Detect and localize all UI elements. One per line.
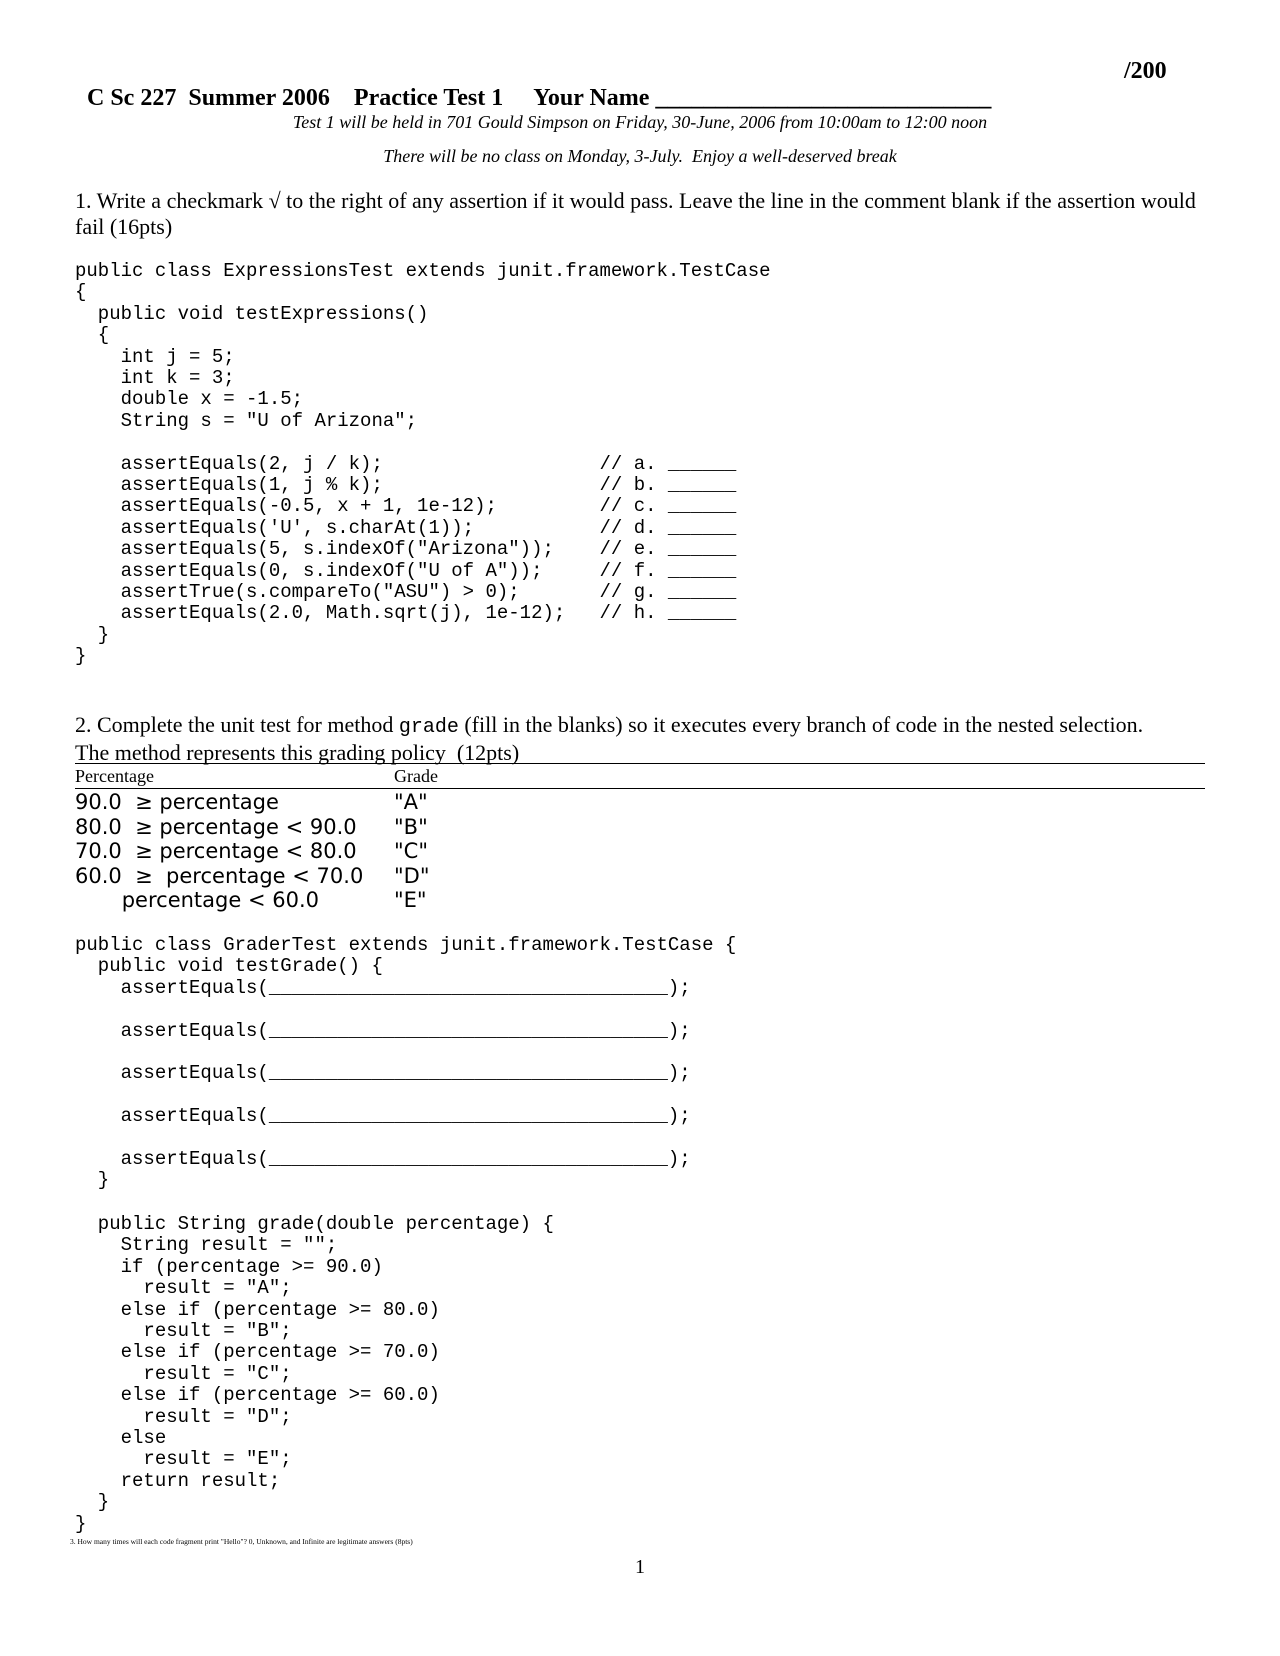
code-line: result = "B"; (75, 1320, 292, 1343)
no-class-note: There will be no class on Monday, 3-July. Enjoy a well-deserved break (383, 146, 897, 166)
question-3-prompt: 3. How many times will each code fragment print "Hello"? 0, Unknown, and Infinite are legitimate answers (8pts) (70, 1537, 413, 1546)
grader-test-code (75, 935, 736, 1192)
grade-letter: "B" (394, 814, 428, 839)
code-line: else (75, 1427, 167, 1450)
code-line[interactable]: assertEquals(2.0, Math.sqrt(j), 1e-12); // h. ______ (75, 602, 737, 625)
code-line: public String grade(double percentage) { (75, 1213, 554, 1235)
code-line: } (75, 1512, 87, 1535)
code-line[interactable]: assertTrue(s.compareTo("ASU") > 0); // g. ______ (75, 581, 737, 604)
code-line: result = "D"; (75, 1405, 292, 1428)
code-line[interactable]: assertEquals(2, j / k); // a. ______ (75, 452, 737, 475)
table-header-grade: Grade (394, 766, 438, 786)
percentage-range: 90.0 ≥ percentage (75, 790, 279, 814)
code-line: int k = 3; (75, 367, 235, 390)
code-line: result = "E"; (75, 1448, 292, 1471)
code-line: public void testGrade() { (75, 955, 383, 978)
code-line: { (75, 281, 87, 304)
code-line[interactable]: assertEquals(___________________________________); (75, 976, 691, 999)
code-line (75, 1042, 736, 1063)
grade-method-code (75, 1214, 554, 1535)
code-line: } (75, 645, 87, 668)
code-line: if (percentage >= 90.0) (75, 1255, 383, 1278)
question-2-prompt: 2. Complete the unit test for method grade (fill in the blanks) so it executes every branch of code in the nested selection. (75, 712, 1144, 739)
page-number: 1 (635, 1556, 645, 1578)
code-line: int j = 5; (75, 345, 235, 368)
grade-letter: "A" (394, 790, 428, 814)
total-score: /200 (1124, 58, 1167, 84)
grade-letter: "E" (394, 888, 427, 912)
test-header (75, 58, 991, 112)
table-header-rule (75, 788, 1205, 789)
code-line: double x = -1.5; (75, 388, 304, 411)
test-title: Practice Test 1 (353, 85, 504, 111)
table-header-percentage: Percentage (75, 766, 154, 786)
code-line: return result; (75, 1469, 281, 1492)
code-line: String result = ""; (75, 1234, 338, 1257)
code-line: } (75, 623, 110, 646)
code-line: result = "A"; (75, 1277, 292, 1300)
question-2-policy-line: The method represents this grading policy (12pts) (75, 740, 520, 765)
code-line[interactable]: assertEquals(5, s.indexOf("Arizona")); // e. ______ (75, 538, 737, 561)
code-line[interactable]: assertEquals(-0.5, x + 1, 1e-12); // c. ______ (75, 495, 737, 518)
grade-letter: "D" (394, 863, 430, 888)
exam-location-note: Test 1 will be held in 701 Gould Simpson on Friday, 30-June, 2006 from 10:00am to 12:00 noon (292, 112, 988, 132)
code-line: public class ExpressionsTest extends junit.framework.TestCase (75, 260, 771, 282)
percentage-range: 80.0 ≥ percentage < 90.0 (75, 814, 357, 839)
code-line[interactable]: assertEquals(___________________________________); (75, 1019, 691, 1042)
percentage-range: percentage < 60.0 (75, 888, 319, 912)
code-line: } (75, 1169, 110, 1192)
code-line: else if (percentage >= 80.0) (75, 1298, 440, 1321)
code-line (75, 1128, 736, 1149)
code-line: public class GraderTest extends junit.framework.TestCase { (75, 934, 737, 956)
code-line: String s = "U of Arizona"; (75, 409, 418, 432)
expressions-test-code (75, 261, 771, 668)
code-line[interactable]: assertEquals(___________________________________); (75, 1105, 691, 1128)
code-line[interactable]: assertEquals('U', s.charAt(1)); // d. ______ (75, 516, 737, 539)
code-line: public void testExpressions() (75, 302, 429, 325)
code-line[interactable]: assertEquals(1, j % k); // b. ______ (75, 474, 737, 497)
method-name: grade (398, 716, 459, 739)
term: Summer 2006 (188, 85, 330, 111)
code-line[interactable]: assertEquals(___________________________________); (75, 1062, 691, 1085)
code-line: } (75, 1491, 110, 1514)
code-line: else if (percentage >= 70.0) (75, 1341, 440, 1364)
code-line: else if (percentage >= 60.0) (75, 1384, 440, 1407)
code-line[interactable]: assertEquals(0, s.indexOf("U of A")); // f. ______ (75, 559, 737, 582)
checkmark-icon: √ (268, 188, 281, 213)
code-line (75, 432, 771, 453)
percentage-range: 60.0 ≥ percentage < 70.0 (75, 863, 364, 888)
question-1-prompt: 1. Write a checkmark √ to the right of any assertion if it would pass. Leave the line in the comment blank if the assertion would fail (16pts) (75, 188, 1196, 239)
name-label: Your Name (533, 85, 650, 111)
code-line[interactable]: assertEquals(___________________________________); (75, 1148, 691, 1170)
code-line (75, 999, 736, 1020)
code-line: { (75, 324, 110, 347)
code-line (75, 1085, 736, 1106)
percentage-range: 70.0 ≥ percentage < 80.0 (75, 839, 357, 863)
course-code: C Sc 227 (87, 85, 177, 111)
table-top-rule (75, 763, 1205, 764)
code-line: result = "C"; (75, 1362, 292, 1385)
name-blank[interactable]: ____________________________ (655, 85, 992, 111)
grade-letter: "C" (394, 839, 428, 863)
